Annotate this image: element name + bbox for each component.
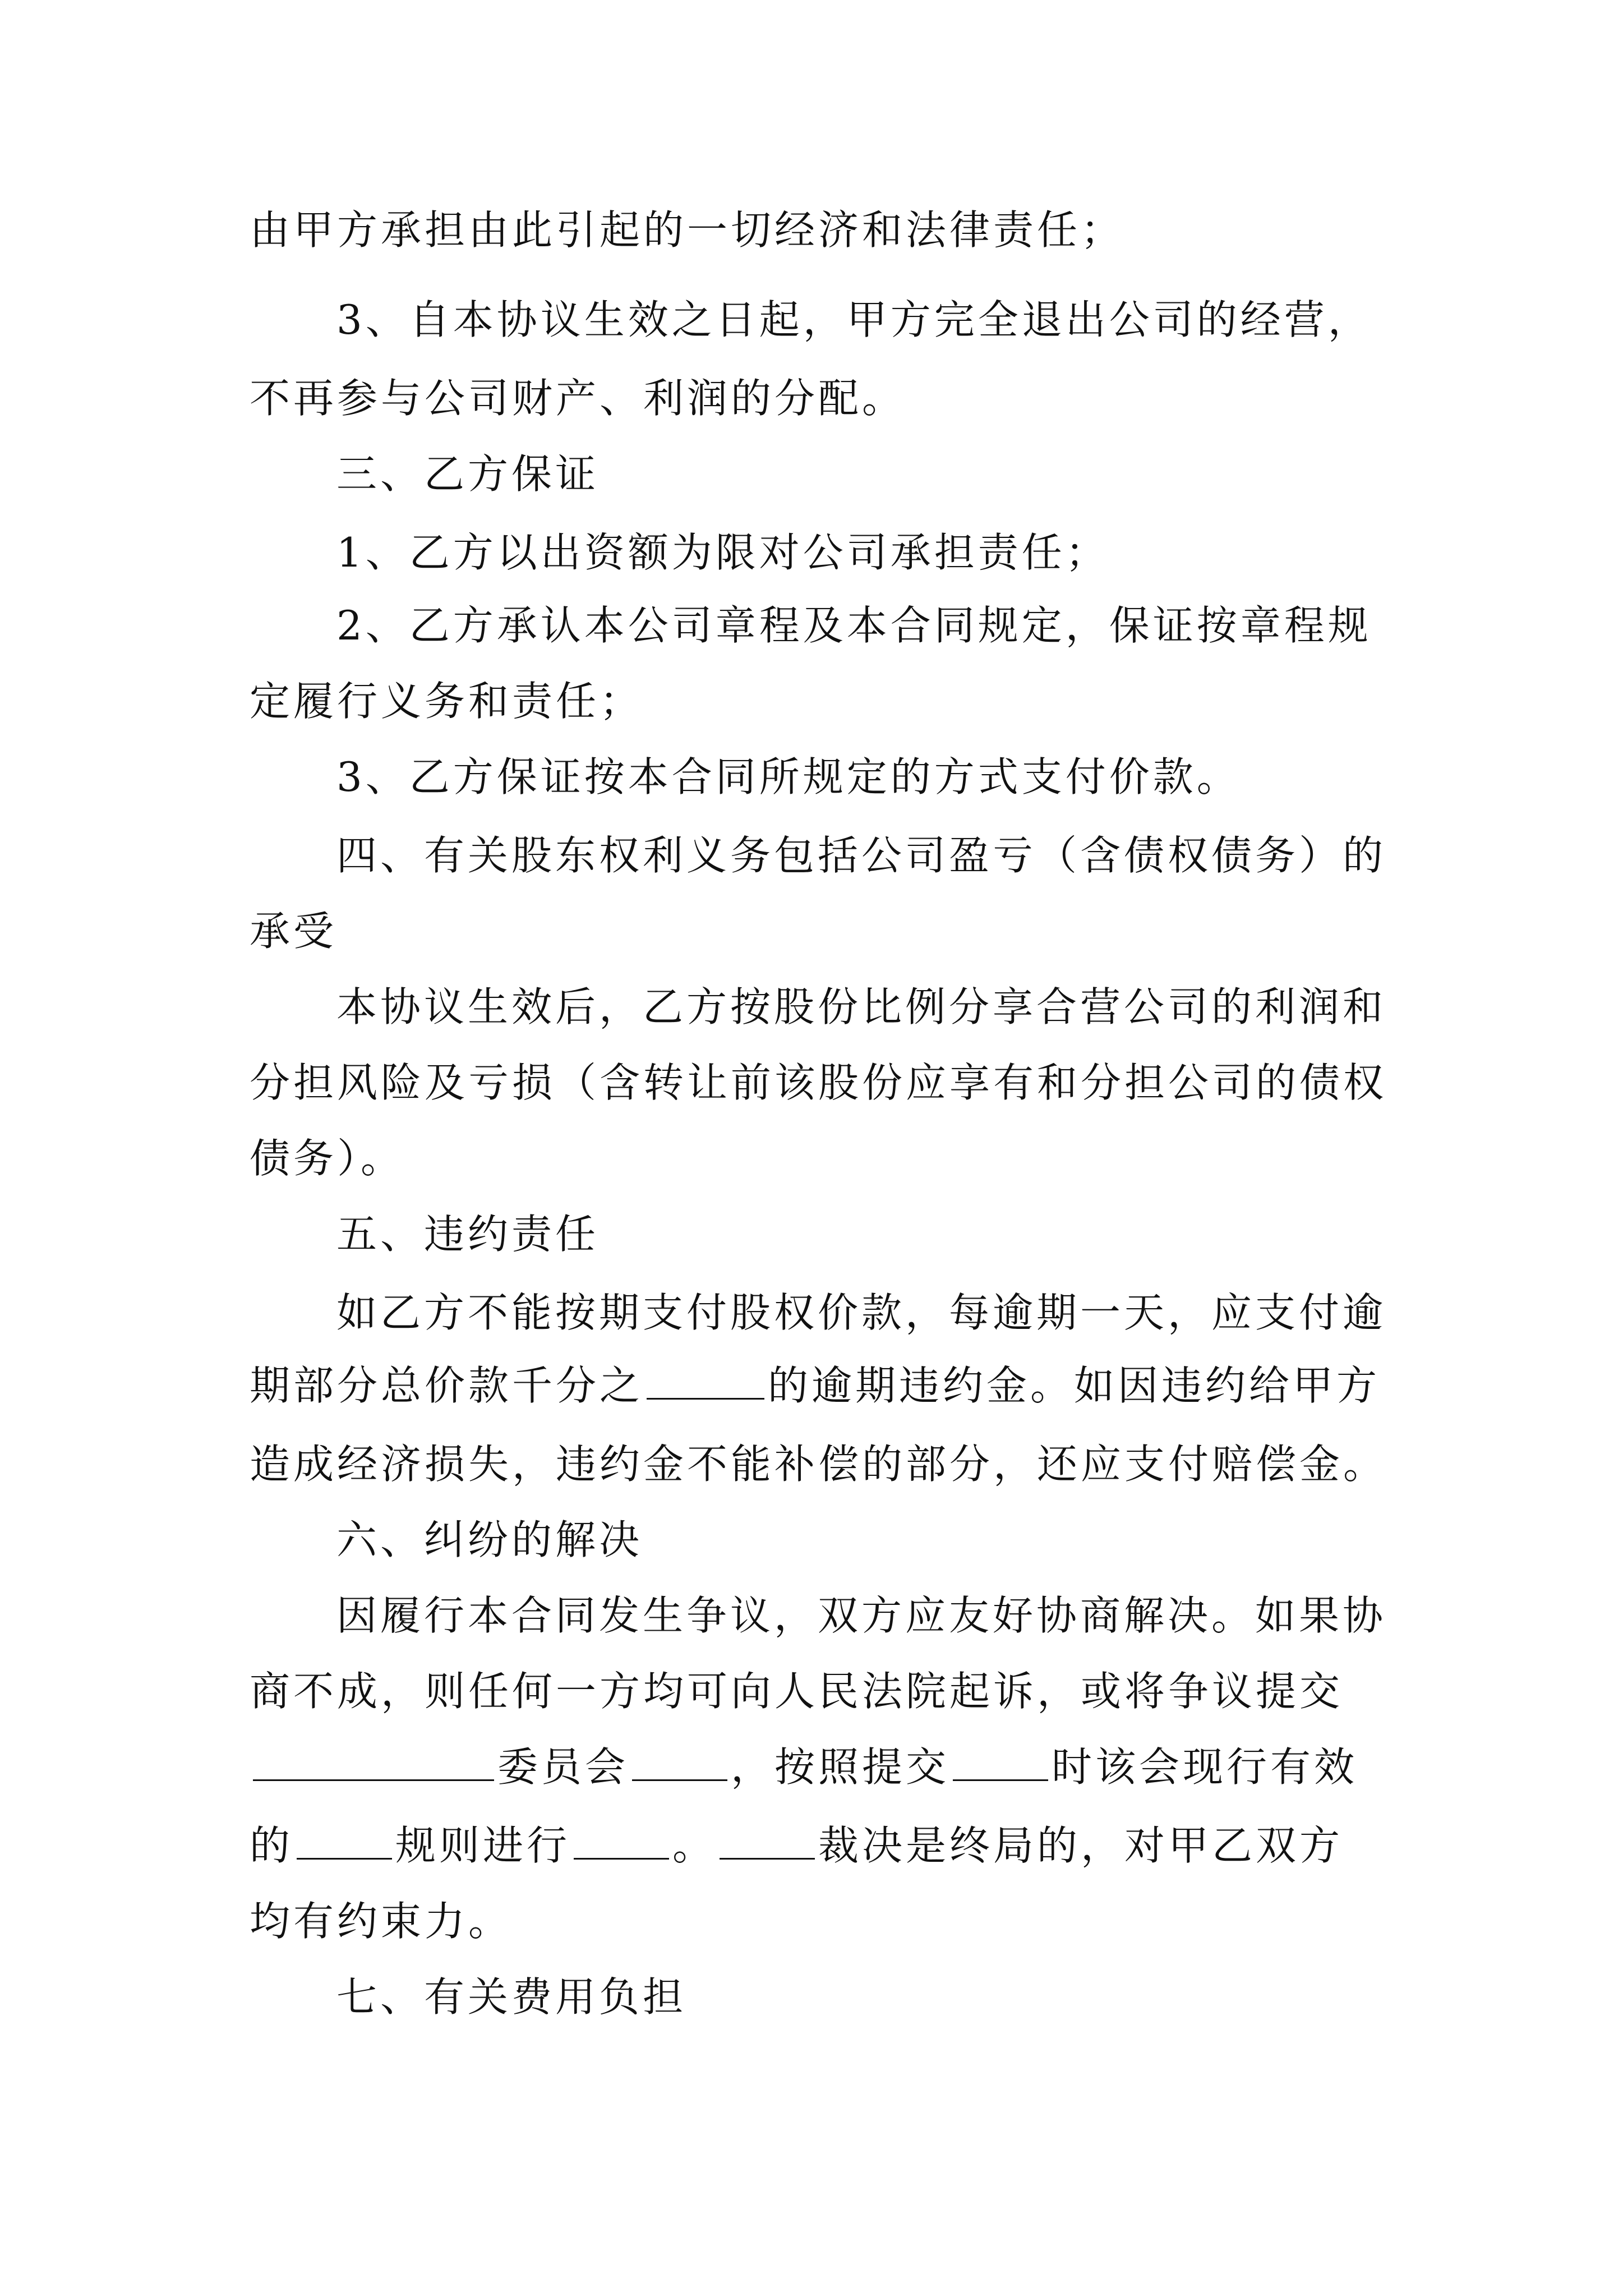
text-segment: 期部分总价款千分之 [250, 1362, 644, 1409]
text-segment: 。 [672, 1822, 717, 1869]
section-heading: 六、纠纷的解决 [336, 1516, 643, 1563]
paragraph-line: 分担风险及亏损（含转让前该股份应享有和分担公司的债权 [250, 1059, 1387, 1106]
paragraph-line: 2、乙方承认本公司章程及本合同规定，保证按章程规 [336, 602, 1372, 649]
fill-in-blank [647, 1362, 764, 1400]
fill-in-blank [297, 1822, 392, 1860]
text-segment: 裁决是终局的，对甲乙双方 [818, 1822, 1344, 1869]
paragraph-line: 如乙方不能按期支付股权价款，每逾期一天，应支付逾 [336, 1289, 1387, 1336]
paragraph-line: 定履行义务和责任； [250, 678, 644, 725]
paragraph-line [250, 1739, 1358, 1795]
paragraph-line: 3、自本协议生效之日起，甲方完全退出公司的经营， [336, 296, 1372, 343]
section-heading: 三、乙方保证 [336, 450, 600, 498]
fill-in-blank [632, 1743, 727, 1781]
paragraph-line: 债务）。 [250, 1135, 405, 1182]
text-segment: 的 [250, 1822, 294, 1869]
section-heading: 七、有关费用负担 [336, 1973, 687, 2021]
section-heading: 承受 [250, 908, 338, 955]
paragraph-line: 1、乙方以出资额为限对公司承担责任； [336, 529, 1109, 576]
paragraph-line [250, 1818, 1343, 1874]
fill-in-blank [253, 1743, 494, 1781]
section-heading: 四、有关股东权利义务包括公司盈亏（含债权债务）的 [336, 832, 1387, 879]
paragraph-line [250, 1358, 1380, 1414]
text-segment: 的逾期违约金。如因违约给甲方 [768, 1362, 1381, 1409]
text-segment: 委员会 [497, 1743, 629, 1791]
paragraph-line: 不再参与公司财产、利润的分配。 [250, 375, 906, 422]
text-segment: 规则进行 [395, 1822, 571, 1869]
paragraph-line: 由甲方承担由此引起的一切经济和法律责任； [250, 206, 1125, 254]
text-segment: 时该会现行有效 [1052, 1743, 1358, 1791]
paragraph-line: 造成经济损失，违约金不能补偿的部分，还应支付赔偿金。 [250, 1441, 1387, 1488]
fill-in-blank [574, 1822, 669, 1860]
paragraph-line: 均有约束力。 [250, 1898, 513, 1945]
section-heading: 五、违约责任 [336, 1211, 600, 1258]
fill-in-blank [953, 1743, 1048, 1781]
paragraph-line: 本协议生效后，乙方按股份比例分享合营公司的利润和 [336, 983, 1387, 1030]
paragraph-line: 因履行本合同发生争议，双方应友好协商解决。如果协 [336, 1592, 1387, 1639]
fill-in-blank [720, 1822, 815, 1860]
paragraph-line: 商不成，则任何一方均可向人民法院起诉，或将争议提交 [250, 1668, 1344, 1715]
text-segment: ，按照提交 [731, 1743, 950, 1791]
paragraph-line: 3、乙方保证按本合同所规定的方式支付价款。 [336, 753, 1241, 800]
